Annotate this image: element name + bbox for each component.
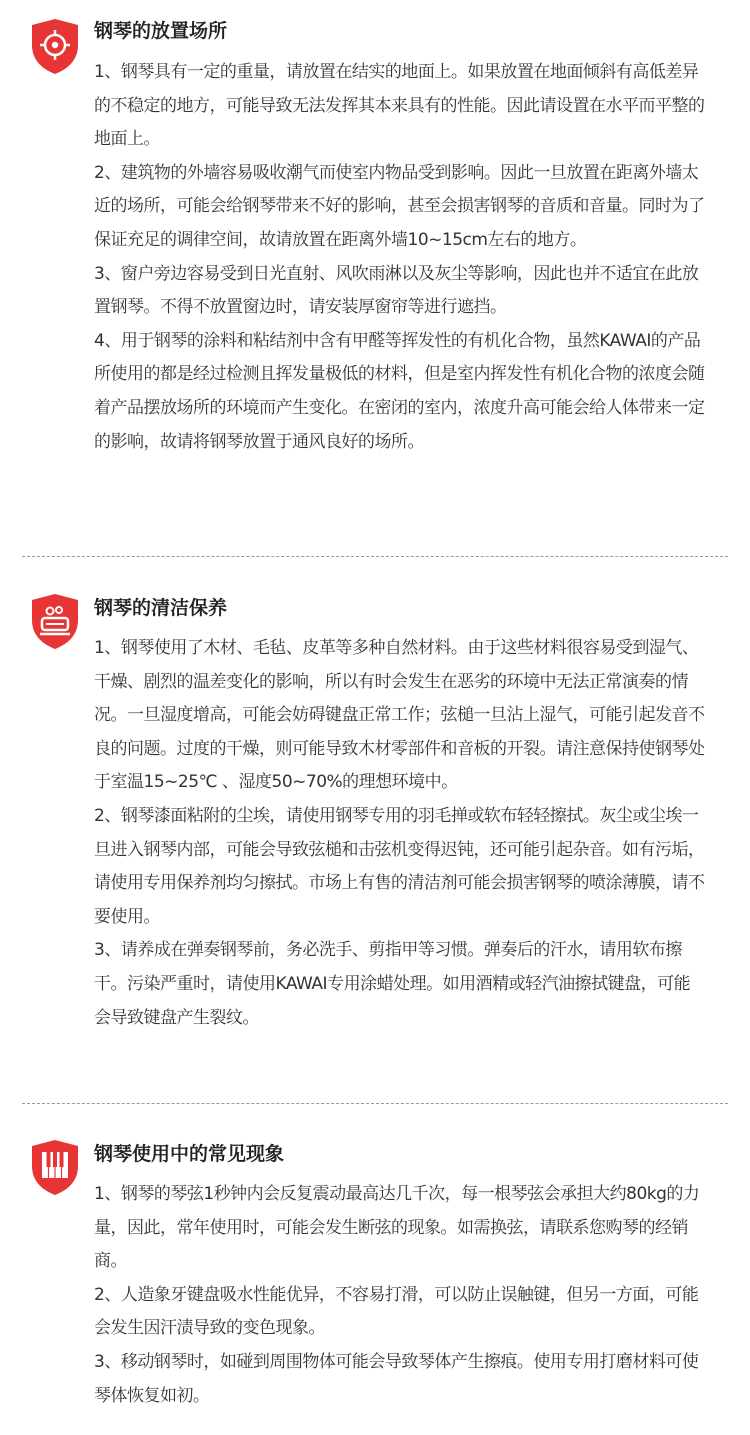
paragraph: 1、钢琴的琴弦1秒钟内会反复震动最高达几千次，每一根琴弦会承担大约80kg的力量，因此，常年使用时，可能会发生断弦的现象。如需换弦，请联系您购琴的经销商。 bbox=[94, 1184, 700, 1272]
section-title: 钢琴的清洁保养 bbox=[94, 597, 228, 619]
paragraph: 3、请养成在弹奏钢琴前，务必洗手、剪指甲等习惯。弹奏后的汗水，请用软布擦干。污染严重时，请使用KAWAI专用涂蜡处理。如用酒精或轻汽油擦拭键盘，可能会导致键盘产生裂纹。 bbox=[94, 940, 691, 1028]
paragraph: 1、钢琴具有一定的重量，请放置在结实的地面上。如果放置在地面倾斜有高低差异的不稳定的地方，可能导致无法发挥其本来具有的性能。因此请设置在水平而平整的地面上。 bbox=[94, 62, 705, 150]
paragraph: 2、钢琴漆面粘附的尘埃，请使用钢琴专用的羽毛掸或软布轻轻擦拭。灰尘或尘埃一旦进入钢琴内部，可能会导致弦槌和击弦机变得迟钝，还可能引起杂音。如有污垢，请使用专用保养剂均匀擦拭。市场上有售的清洁剂可能会损害钢琴的喷涂薄膜，请不要使用。 bbox=[94, 805, 705, 927]
paragraph: 2、人造象牙键盘吸水性能优异，不容易打滑，可以防止误触键，但另一方面，可能会发生因汗渍导致的变色现象。 bbox=[94, 1284, 699, 1339]
paragraph: 3、窗户旁边容易受到日光直射、风吹雨淋以及灰尘等影响，因此也并不适宜在此放置钢琴。不得不放置窗边时，请安装厚窗帘等进行遮挡。 bbox=[94, 263, 699, 318]
section-title: 钢琴使用中的常见现象 bbox=[94, 1143, 285, 1165]
section-title: 钢琴的放置场所 bbox=[94, 20, 228, 42]
piano-keys-icon bbox=[31, 1139, 79, 1196]
paragraph: 4、用于钢琴的涂料和粘结剂中含有甲醛等挥发性的有机化合物，虽然KAWAI的产品所使用的都是经过检测且挥发量极低的材料，但是室内挥发性有机化合物的浓度会随着产品摆放场所的环境而产生变化。在密闭的室内，浓度升高可能会给人体带来一定的影响，故请将钢琴放置于通风良好的场所。 bbox=[94, 330, 705, 452]
paragraph: 2、建筑物的外墙容易吸收潮气而使室内物品受到影响。因此一旦放置在距离外墙太近的场所，可能会给钢琴带来不好的影响，甚至会损害钢琴的音质和音量。同时为了保证充足的调律空间，故请放置在距离外墙10~15cm左右的地方。 bbox=[94, 162, 705, 250]
paragraph: 3、移动钢琴时，如碰到周围物体可能会导致琴体产生擦痕。使用专用打磨材料可使琴体恢复如初。 bbox=[94, 1351, 699, 1406]
paragraph: 1、钢琴使用了木材、毛毡、皮革等多种自然材料。由于这些材料很容易受到湿气、干燥、剧烈的温差变化的影响，所以有时会发生在恶劣的环境中无法正常演奏的情况。一旦湿度增高，可能会妨碍键盘正常工作；弦槌一旦沾上湿气，可能引起发音不良的问题。过度的干燥，则可能导致木材零部件和音板的开裂。请注意保持使钢琴处于室温15~25℃ 、湿度50~70%的理想环境中。 bbox=[94, 638, 705, 793]
section-body bbox=[94, 1178, 706, 1413]
